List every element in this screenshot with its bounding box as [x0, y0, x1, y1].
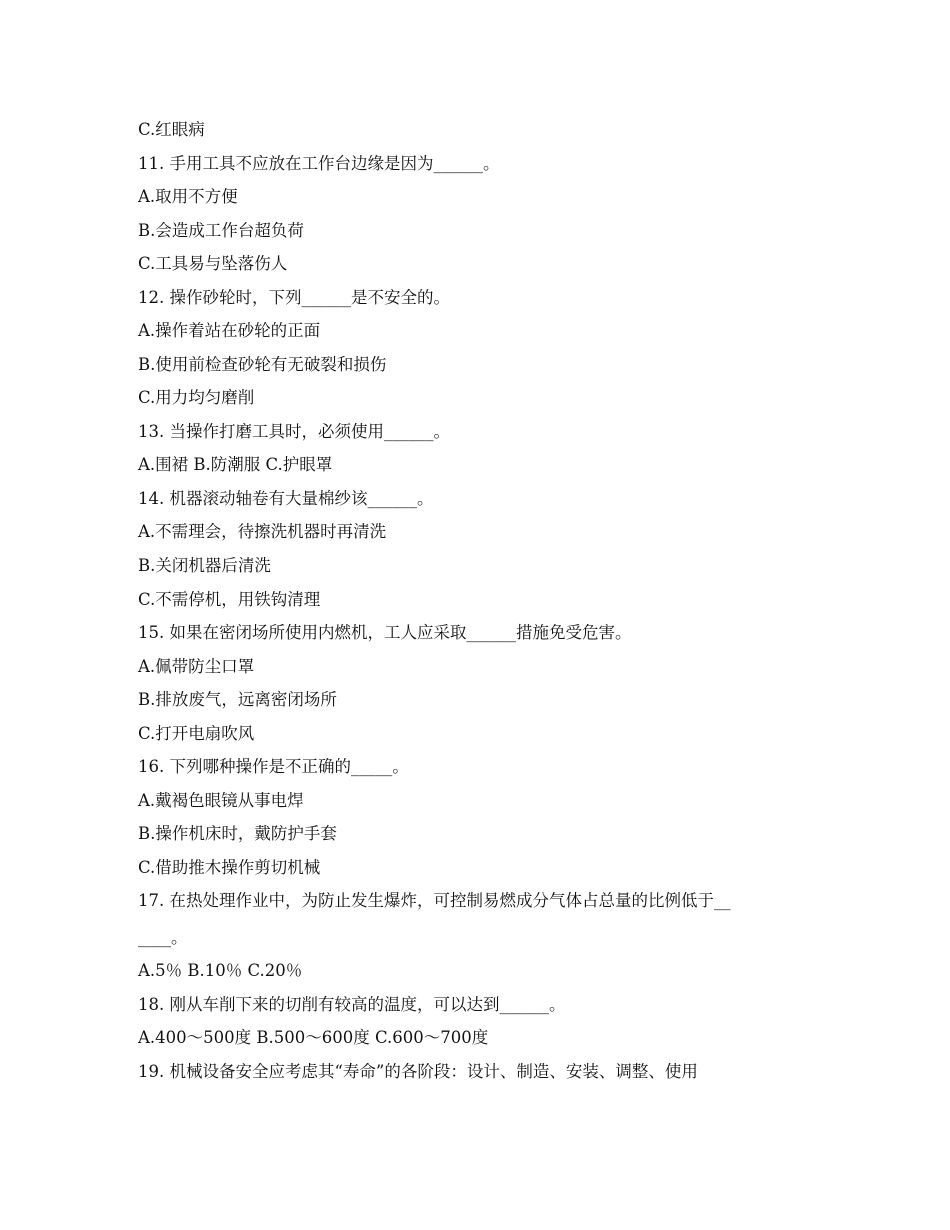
option-line: C.不需停机，用铁钩清理: [138, 590, 321, 609]
question-line: 17. 在热处理作业中，为防止发生爆炸，可控制易燃成分气体占总量的比例低于__: [138, 891, 731, 910]
question-line: 14. 机器滚动轴卷有大量棉纱该______。: [138, 489, 434, 508]
option-line: C.红眼病: [138, 120, 205, 139]
option-line: A.戴褐色眼镜从事电焊: [138, 791, 304, 810]
question-line: 18. 刚从车削下来的切削有较高的温度，可以达到______。: [138, 995, 566, 1014]
option-line: C.用力均匀磨削: [138, 388, 255, 407]
option-line: B.排放废气，远离密闭场所: [138, 690, 337, 709]
option-line: A.取用不方便: [138, 187, 238, 206]
option-line: B.会造成工作台超负荷: [138, 221, 304, 240]
question-line: 15. 如果在密闭场所使用内燃机，工人应采取______措施免受危害。: [138, 623, 632, 642]
option-line: A.佩带防尘口罩: [138, 657, 255, 676]
option-line: A.围裙 B.防潮服 C.护眼罩: [138, 455, 333, 474]
question-line: 13. 当操作打磨工具时，必须使用______。: [138, 422, 450, 441]
question-line-continued: ____。: [138, 928, 188, 947]
option-line: B.操作机床时，戴防护手套: [138, 824, 337, 843]
question-line: 11. 手用工具不应放在工作台边缘是因为______。: [138, 154, 500, 173]
option-line: A.5％ B.10％ C.20％: [138, 961, 303, 980]
option-line: A.不需理会，待擦洗机器时再清洗: [138, 522, 387, 541]
option-line: B.使用前检查砂轮有无破裂和损伤: [138, 355, 387, 374]
option-line: B.关闭机器后清洗: [138, 556, 271, 575]
option-line: C.借助推木操作剪切机械: [138, 858, 321, 877]
question-line: 19. 机械设备安全应考虑其“寿命”的各阶段：设计、制造、安装、调整、使用: [138, 1062, 698, 1081]
option-line: C.打开电扇吹风: [138, 724, 255, 743]
question-line: 16. 下列哪种操作是不正确的_____。: [138, 757, 409, 776]
question-line: 12. 操作砂轮时，下列______是不安全的。: [138, 288, 450, 307]
option-line: A.操作着站在砂轮的正面: [138, 321, 321, 340]
option-line: C.工具易与坠落伤人: [138, 254, 288, 273]
option-line: A.400～500度 B.500～600度 C.600～700度: [138, 1028, 489, 1047]
